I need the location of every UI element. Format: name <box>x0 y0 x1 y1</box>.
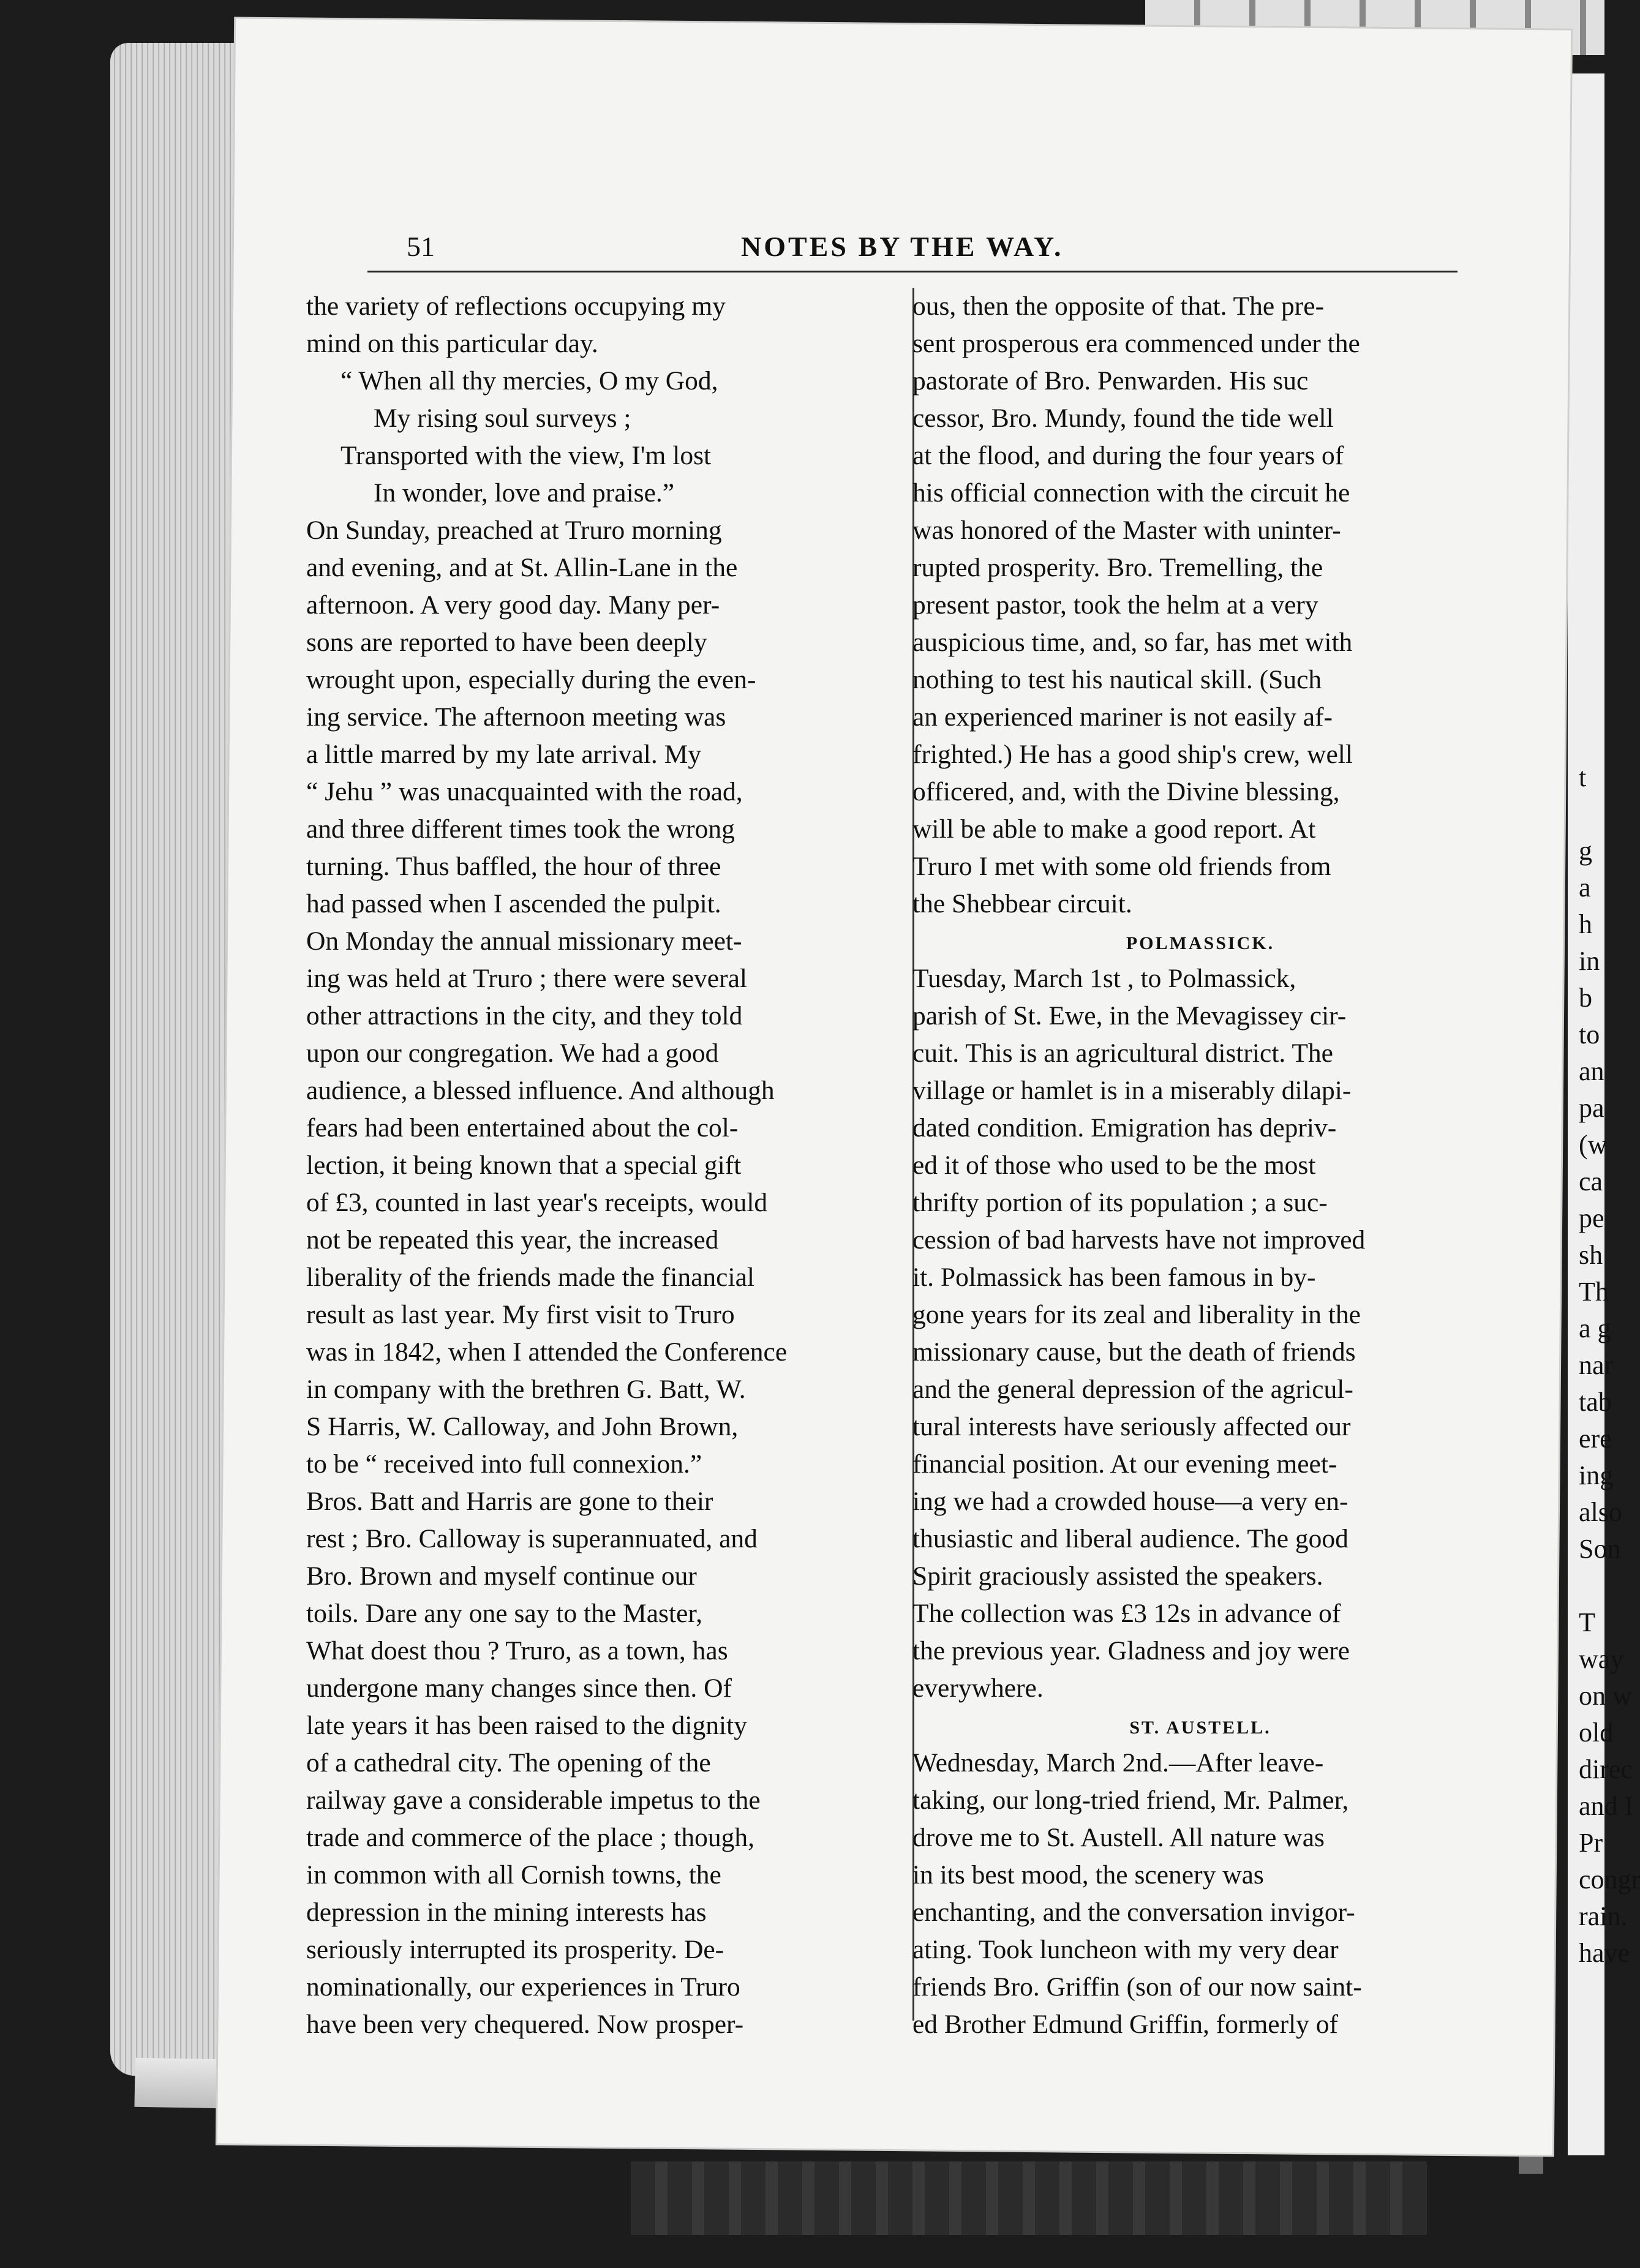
facing-page-fragment: rain. <box>1579 1901 1628 1931</box>
facing-page-fragment: Son <box>1579 1534 1621 1564</box>
text-line: depression in the mining interests has <box>306 1898 707 1927</box>
facing-page-fragment <box>1579 1568 1604 1604</box>
facing-page-fragment: an <box>1579 1056 1604 1086</box>
text-line: ed Brother Edmund Griffin, formerly of <box>912 2010 1339 2039</box>
text-line: the previous year. Gladness and joy were <box>912 1636 1350 1665</box>
text-line: the Shebbear circuit. <box>912 889 1132 918</box>
running-head: NOTES BY THE WAY. <box>741 231 1064 262</box>
text-line: had passed when I ascended the pulpit. <box>306 889 721 918</box>
facing-page-fragment: a <box>1579 873 1591 903</box>
text-line: in its best mood, the scenery was <box>912 1860 1264 1890</box>
text-line: financial position. At our evening meet- <box>912 1449 1337 1479</box>
text-line: cuit. This is an agricultural district. The <box>912 1038 1333 1068</box>
facing-page-fragment: nar <box>1579 1350 1614 1380</box>
text-line: tural interests have seriously affected our <box>912 1412 1351 1441</box>
text-line: Tuesday, March 1st , to Polmassick, <box>912 964 1296 993</box>
facing-page-fragment: b <box>1579 983 1592 1013</box>
text-line: parish of St. Ewe, in the Mevagissey cir- <box>912 1001 1347 1031</box>
text-line: What doest thou ? Truro, as a town, has <box>306 1636 728 1665</box>
facing-page-fragment: t <box>1579 762 1587 792</box>
text-line: On Sunday, preached at Truro morning <box>306 516 722 545</box>
text-line: was in 1842, when I attended the Conference <box>306 1337 788 1367</box>
text-line: at the flood, and during the four years of <box>912 441 1344 470</box>
text-line: will be able to make a good report. At <box>912 814 1316 844</box>
facing-page-fragment: sh <box>1579 1240 1603 1270</box>
text-line: other attractions in the city, and they told <box>306 1001 743 1031</box>
text-line: ing service. The afternoon meeting was <box>306 702 726 732</box>
facing-page-fragment <box>1579 796 1604 833</box>
text-line: afternoon. A very good day. Many per- <box>306 590 720 620</box>
text-line: liberality of the friends made the financial <box>306 1263 754 1292</box>
text-line: in company with the brethren G. Batt, W. <box>306 1375 746 1404</box>
text-line: rest ; Bro. Calloway is superannuated, and <box>306 1524 758 1553</box>
verse-line: Transported with the view, I'm lost <box>340 441 712 470</box>
facing-page-fragment: (w <box>1579 1130 1608 1160</box>
text-line: thrifty portion of its population ; a suc- <box>912 1188 1328 1217</box>
text-line: Truro I met with some old friends from <box>912 852 1331 881</box>
facing-page-fragment: in <box>1579 946 1600 976</box>
facing-page-fragment: old <box>1579 1718 1614 1748</box>
text-line: auspicious time, and, so far, has met with <box>912 628 1353 657</box>
text-line: enchanting, and the conversation invigor- <box>912 1898 1355 1927</box>
facing-page-fragment: to <box>1579 1019 1600 1050</box>
right-column <box>912 288 1488 2043</box>
text-line: and three different times took the wrong <box>306 814 735 844</box>
facing-page-fragment: tab <box>1579 1387 1612 1417</box>
text-line: Bro. Brown and myself continue our <box>306 1561 697 1591</box>
text-line: nothing to test his nautical skill. (Such <box>912 665 1322 694</box>
text-line: thusiastic and liberal audience. The good <box>912 1524 1348 1553</box>
text-line: gone years for its zeal and liberality in the <box>912 1300 1361 1329</box>
text-line: in common with all Cornish towns, the <box>306 1860 721 1890</box>
text-line: trade and commerce of the place ; though, <box>306 1823 754 1852</box>
text-line: present pastor, took the helm at a very <box>912 590 1318 620</box>
text-line: of £3, counted in last year's receipts, would <box>306 1188 768 1217</box>
text-line: not be repeated this year, the increased <box>306 1225 719 1255</box>
facing-page-fragment: and I <box>1579 1791 1634 1821</box>
facing-page-fragment: on w <box>1579 1681 1632 1711</box>
facing-page-fragment: Th <box>1579 1277 1609 1307</box>
section-heading-st-austell: ST. AUSTELL. <box>1129 1718 1271 1738</box>
text-line: was honored of the Master with uninter- <box>912 516 1341 545</box>
facing-page-fragment: congr <box>1579 1864 1640 1894</box>
facing-page-fragment: way <box>1579 1644 1624 1674</box>
scan-bottom-margin <box>631 2161 1427 2235</box>
text-line: cession of bad harvests have not improved <box>912 1225 1366 1255</box>
text-line: “ Jehu ” was unacquainted with the road, <box>306 777 743 806</box>
text-line: have been very chequered. Now prosper- <box>306 2010 744 2039</box>
text-line: The collection was £3 12s in advance of <box>912 1599 1341 1628</box>
header-rule <box>367 271 1458 272</box>
facing-page-fragment: a g <box>1579 1313 1611 1343</box>
text-line: and the general depression of the agricul- <box>912 1375 1353 1404</box>
text-line: undergone many changes since then. Of <box>306 1673 732 1703</box>
text-line: ing was held at Truro ; there were several <box>306 964 747 993</box>
verse-line: In wonder, love and praise.” <box>374 478 675 508</box>
page-number: 51 <box>407 231 435 262</box>
text-line: everywhere. <box>912 1673 1044 1703</box>
text-line: turning. Thus baffled, the hour of three <box>306 852 721 881</box>
text-line: sent prosperous era commenced under the <box>912 329 1360 358</box>
text-line: Wednesday, March 2nd.—After leave- <box>912 1748 1324 1778</box>
text-line: frighted.) He has a good ship's crew, well <box>912 740 1353 769</box>
verse-line: My rising soul surveys ; <box>374 404 631 433</box>
facing-page-fragment: pe <box>1579 1203 1604 1233</box>
facing-page-fragment: pa <box>1579 1093 1604 1123</box>
text-line: village or hamlet is in a miserably dilapi- <box>912 1076 1352 1105</box>
text-line: drove me to St. Austell. All nature was <box>912 1823 1325 1852</box>
facing-page-fragment: ca <box>1579 1166 1603 1196</box>
text-line: nominationally, our experiences in Truro <box>306 1972 740 2002</box>
text-line: cessor, Bro. Mundy, found the tide well <box>912 404 1334 433</box>
text-line: an experienced mariner is not easily af- <box>912 702 1333 732</box>
facing-page-fragment: h <box>1579 909 1592 939</box>
text-line: and evening, and at St. Allin-Lane in the <box>306 553 738 582</box>
facing-page-fragment: have <box>1579 1938 1630 1968</box>
text-line: S Harris, W. Calloway, and John Brown, <box>306 1412 739 1441</box>
text-line: dated condition. Emigration has depriv- <box>912 1113 1337 1143</box>
text-line: audience, a blessed influence. And although <box>306 1076 775 1105</box>
facing-page-fragment: Pr <box>1579 1828 1603 1858</box>
text-line: toils. Dare any one say to the Master, <box>306 1599 702 1628</box>
section-heading-polmassick: POLMASSICK. <box>1126 933 1275 953</box>
text-line: officered, and, with the Divine blessing, <box>912 777 1340 806</box>
facing-page-text-fragments <box>1579 759 1640 1972</box>
text-line: taking, our long-tried friend, Mr. Palmer, <box>912 1785 1349 1815</box>
text-line: a little marred by my late arrival. My <box>306 740 702 769</box>
text-line: upon our congregation. We had a good <box>306 1038 719 1068</box>
text-line: railway gave a considerable impetus to the <box>306 1785 761 1815</box>
text-line: lection, it being known that a special gift <box>306 1151 742 1180</box>
text-line: result as last year. My first visit to Truro <box>306 1300 735 1329</box>
text-line: Bros. Batt and Harris are gone to their <box>306 1487 713 1516</box>
text-line: missionary cause, but the death of friends <box>912 1337 1356 1367</box>
facing-page-fragment: g <box>1579 836 1592 866</box>
text-line: friends Bro. Griffin (son of our now saint- <box>912 1972 1362 2002</box>
facing-page-fragment: ere <box>1579 1424 1612 1454</box>
text-line: his official connection with the circuit he <box>912 478 1350 508</box>
text-line: sons are reported to have been deeply <box>306 628 707 657</box>
text-line: mind on this particular day. <box>306 329 598 358</box>
text-line: ing we had a crowded house—a very en- <box>912 1487 1348 1516</box>
facing-page-fragment: direc <box>1579 1754 1633 1784</box>
verse-line: “ When all thy mercies, O my God, <box>340 366 718 396</box>
page-header <box>367 227 1470 276</box>
text-line: of a cathedral city. The opening of the <box>306 1748 711 1778</box>
facing-page-fragment: ing <box>1579 1460 1614 1490</box>
facing-page-fragment: T <box>1579 1607 1595 1637</box>
text-line: On Monday the annual missionary meet- <box>306 926 742 956</box>
text-line: ous, then the opposite of that. The pre- <box>912 291 1325 321</box>
text-line: wrought upon, especially during the even- <box>306 665 756 694</box>
text-line: the variety of reflections occupying my <box>306 291 726 321</box>
text-line: it. Polmassick has been famous in by- <box>912 1263 1316 1292</box>
text-line: late years it has been raised to the dignity <box>306 1711 747 1740</box>
text-line: rupted prosperity. Bro. Tremelling, the <box>912 553 1323 582</box>
left-column <box>306 288 894 2043</box>
text-line: seriously interrupted its prosperity. De- <box>306 1935 724 1964</box>
text-line: pastorate of Bro. Penwarden. His suc <box>912 366 1309 396</box>
text-line: fears had been entertained about the col- <box>306 1113 739 1143</box>
facing-page-fragment: also <box>1579 1497 1622 1527</box>
text-line: Spirit graciously assisted the speakers. <box>912 1561 1323 1591</box>
text-line: ed it of those who used to be the most <box>912 1151 1316 1180</box>
text-line: ating. Took luncheon with my very dear <box>912 1935 1339 1964</box>
text-line: to be “ received into full connexion.” <box>306 1449 702 1479</box>
